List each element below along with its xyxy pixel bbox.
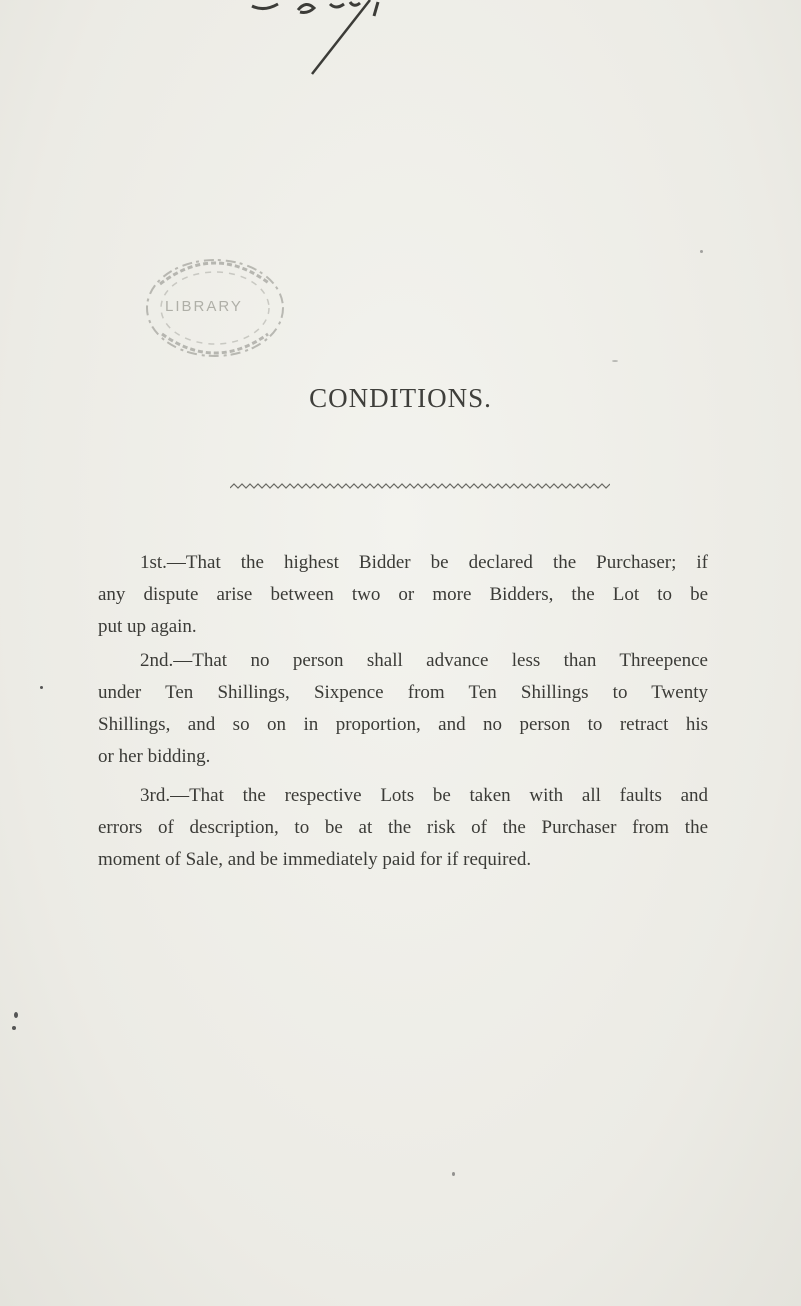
paragraph-line: or her bidding. bbox=[98, 746, 211, 767]
paper-speck bbox=[14, 1012, 18, 1018]
paragraph-line: any dispute arise between two or more Bidders, the Lot to be bbox=[98, 584, 708, 605]
condition-paragraph-3 bbox=[98, 780, 708, 876]
handwritten-marks-icon bbox=[250, 0, 390, 80]
paragraph-line: put up again. bbox=[98, 616, 197, 637]
condition-paragraph-2 bbox=[98, 645, 708, 773]
paper-speck bbox=[700, 250, 703, 253]
condition-paragraph-1 bbox=[98, 547, 708, 643]
paragraph-line: 2nd.—That no person shall advance less than Threepence bbox=[140, 650, 708, 671]
decorative-rule-icon bbox=[230, 482, 610, 494]
paper-speck bbox=[12, 1026, 16, 1030]
paragraph-line: errors of description, to be at the risk of the Purchaser from the bbox=[98, 817, 708, 838]
paragraph-line: moment of Sale, and be immediately paid for if required. bbox=[98, 849, 532, 870]
stamp-label: LIBRARY bbox=[165, 298, 243, 315]
paragraph-line: under Ten Shillings, Sixpence from Ten Shillings to Twenty bbox=[98, 682, 708, 703]
paragraph-line: Shillings, and so on in proportion, and no person to retract his bbox=[98, 714, 708, 735]
paper-speck bbox=[452, 1172, 455, 1176]
page-title: CONDITIONS. bbox=[309, 383, 492, 413]
paper-speck bbox=[40, 686, 43, 689]
paper-speck bbox=[612, 360, 618, 362]
paragraph-line: 3rd.—That the respective Lots be taken with all faults and bbox=[140, 785, 708, 806]
paragraph-line: 1st.—That the highest Bidder be declared the Purchaser; if bbox=[140, 552, 708, 573]
